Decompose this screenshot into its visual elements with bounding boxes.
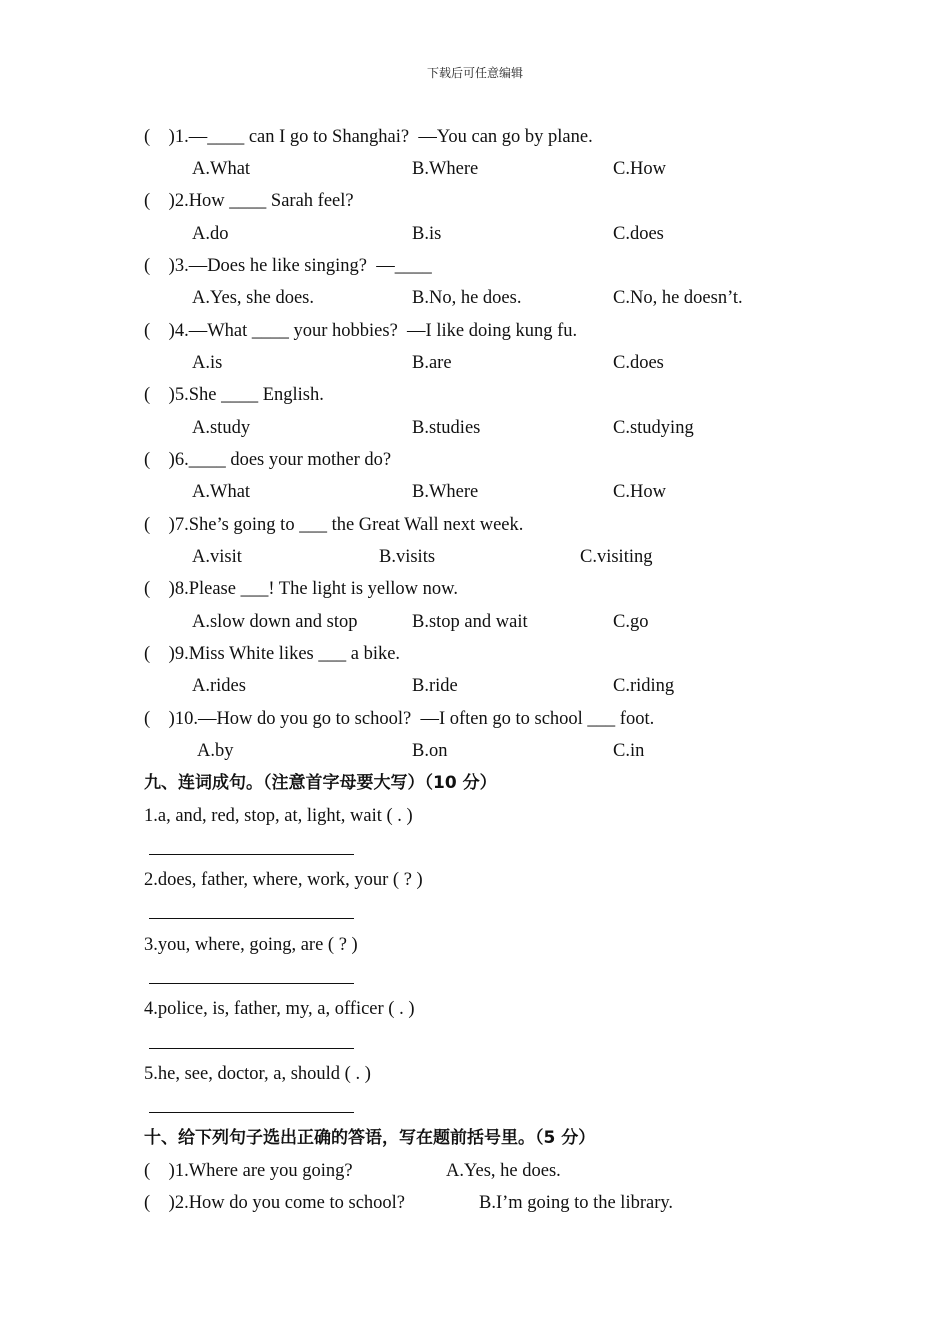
question-6: ( )6.____ does your mother do? bbox=[144, 450, 392, 470]
match-answer-b: B.I’m going to the library. bbox=[479, 1193, 674, 1213]
option-c: C.How bbox=[613, 482, 666, 502]
question-4: ( )4.—What ____ your hobbies? —I like doing kung fu. bbox=[144, 321, 578, 341]
question-5: ( )5.She ____ English. bbox=[144, 385, 324, 405]
option-b: B.Where bbox=[412, 482, 479, 502]
question-2: ( )2.How ____ Sarah feel? bbox=[144, 191, 354, 211]
answer-line-3[interactable] bbox=[149, 983, 354, 984]
option-c: C.No, he doesn’t. bbox=[613, 288, 743, 308]
option-c: C.go bbox=[613, 612, 649, 632]
section-9-title: 九、连词成句。（注意首字母要大写）（10 分） bbox=[144, 773, 497, 793]
question-7: ( )7.She’s going to ___ the Great Wall next week. bbox=[144, 515, 524, 535]
sentence-item-5: 5.he, see, doctor, a, should ( . ) bbox=[144, 1064, 371, 1084]
option-c: C.visiting bbox=[580, 547, 653, 567]
option-b: B.studies bbox=[412, 418, 481, 438]
answer-line-1[interactable] bbox=[149, 854, 354, 855]
option-c: C.does bbox=[613, 224, 664, 244]
sentence-item-1: 1.a, and, red, stop, at, light, wait ( . ) bbox=[144, 806, 413, 826]
option-a: A.Yes, she does. bbox=[192, 288, 314, 308]
question-3: ( )3.—Does he like singing? —____ bbox=[144, 256, 432, 276]
option-c: C.in bbox=[613, 741, 645, 761]
option-a: A.by bbox=[197, 741, 234, 761]
answer-line-4[interactable] bbox=[149, 1048, 354, 1049]
option-b: B.ride bbox=[412, 676, 458, 696]
option-b: B.visits bbox=[379, 547, 436, 567]
option-a: A.study bbox=[192, 418, 251, 438]
option-b: B.are bbox=[412, 353, 452, 373]
option-b: B.No, he does. bbox=[412, 288, 522, 308]
option-a: A.do bbox=[192, 224, 229, 244]
sentence-item-3: 3.you, where, going, are ( ? ) bbox=[144, 935, 358, 955]
sentence-item-4: 4.police, is, father, my, a, officer ( . ) bbox=[144, 999, 415, 1019]
page-header: 下载后可任意编辑 bbox=[426, 66, 523, 80]
question-1: ( )1.—____ can I go to Shanghai? —You can go by plane. bbox=[144, 127, 593, 147]
option-a: A.What bbox=[192, 159, 251, 179]
option-b: B.on bbox=[412, 741, 448, 761]
question-8: ( )8.Please ___! The light is yellow now. bbox=[144, 579, 458, 599]
option-c: C.How bbox=[613, 159, 666, 179]
match-question-1: ( )1.Where are you going? bbox=[144, 1161, 353, 1181]
option-b: B.is bbox=[412, 224, 442, 244]
option-c: C.studying bbox=[613, 418, 694, 438]
option-c: C.riding bbox=[613, 676, 675, 696]
option-b: B.Where bbox=[412, 159, 479, 179]
match-question-2: ( )2.How do you come to school? bbox=[144, 1193, 406, 1213]
option-a: A.What bbox=[192, 482, 251, 502]
question-10: ( )10.—How do you go to school? —I often go to school ___ foot. bbox=[144, 709, 655, 729]
answer-line-2[interactable] bbox=[149, 918, 354, 919]
section-10-title: 十、给下列句子选出正确的答语，写在题前括号里。（5 分） bbox=[144, 1128, 596, 1148]
option-a: A.rides bbox=[192, 676, 246, 696]
option-a: A.slow down and stop bbox=[192, 612, 358, 632]
sentence-item-2: 2.does, father, where, work, your ( ? ) bbox=[144, 870, 423, 890]
answer-line-5[interactable] bbox=[149, 1112, 354, 1113]
option-a: A.visit bbox=[192, 547, 242, 567]
option-b: B.stop and wait bbox=[412, 612, 528, 632]
match-answer-a: A.Yes, he does. bbox=[446, 1161, 561, 1181]
question-9: ( )9.Miss White likes ___ a bike. bbox=[144, 644, 401, 664]
option-a: A.is bbox=[192, 353, 223, 373]
option-c: C.does bbox=[613, 353, 664, 373]
